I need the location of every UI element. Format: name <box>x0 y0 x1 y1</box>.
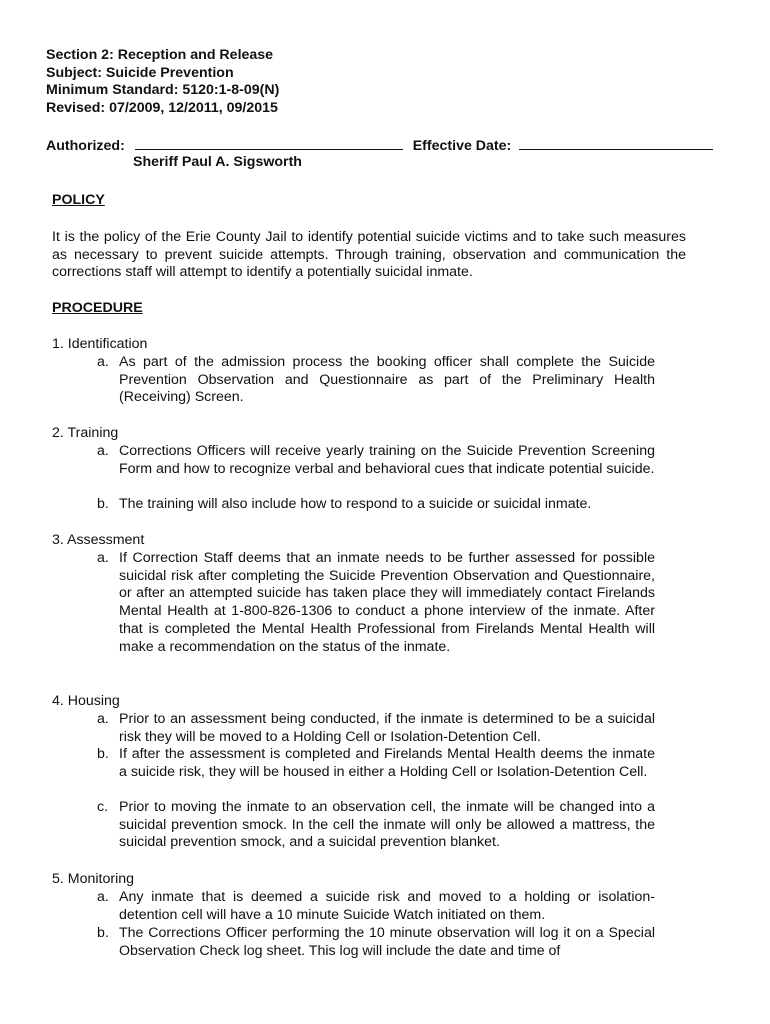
procedure-subitem <box>97 550 655 656</box>
subitem-text: Prior to an assessment being conducted, if the inmate is determined to be a suicidal risk they will be moved to a Holding Cell or Isolation-Detention Cell. <box>119 711 655 745</box>
procedure-subitem <box>97 889 655 924</box>
policy-heading: POLICY <box>52 192 105 208</box>
section-line: Section 2: Reception and Release <box>46 47 274 63</box>
policy-text: It is the policy of the Erie County Jail to identify potential suicide victims and to take such measures as necessary to prevent suicide attempts. Through training, observation and communication the corrections staff will attempt to identify a potentially suicidal inmate. <box>52 229 686 281</box>
document-header <box>46 47 279 117</box>
procedure-subitem <box>97 443 655 478</box>
procedure-item-monitoring: 5. Monitoring <box>52 871 135 887</box>
subitem-text: The Corrections Officer performing the 10 minute observation will log it on a Special Observation Check log sheet. This log will include the date and time of <box>119 925 655 959</box>
procedure-item-assessment: 3. Assessment <box>52 532 145 548</box>
procedure-subitem <box>97 711 655 746</box>
subitem-letter: b. <box>97 746 109 762</box>
procedure-heading: PROCEDURE <box>52 300 143 316</box>
revised-line: Revised: 07/2009, 12/2011, 09/2015 <box>46 99 278 116</box>
subitem-text: Prior to moving the inmate to an observation cell, the inmate will be changed into a suicidal prevention smock. In the cell the inmate will only be allowed a mattress, the suicidal prevention smock, and a suicidal prevention blanket. <box>119 799 655 851</box>
subitem-text: Any inmate that is deemed a suicide risk and moved to a holding or isolation-detention cell will have a 10 minute Suicide Watch initiated on them. <box>119 889 655 923</box>
procedure-subitem <box>97 354 655 407</box>
subitem-letter: b. <box>97 925 109 941</box>
authorization-row <box>46 136 713 156</box>
procedure-subitem <box>97 925 655 960</box>
subitem-letter: c. <box>97 799 109 815</box>
subitem-letter: a. <box>97 550 109 566</box>
subitem-text: The training will also include how to respond to a suicide or suicidal inmate. <box>119 496 592 512</box>
authorized-label: Authorized: <box>46 138 125 154</box>
procedure-item-housing: 4. Housing <box>52 693 120 709</box>
subitem-letter: a. <box>97 889 109 905</box>
procedure-item-training: 2. Training <box>52 425 119 441</box>
effective-date-label: Effective Date: <box>412 138 512 154</box>
procedure-item-identification: 1. Identification <box>52 336 148 352</box>
subitem-letter: a. <box>97 354 109 370</box>
authorized-signature-line <box>135 136 403 150</box>
subitem-text: As part of the admission process the booking officer shall complete the Suicide Prevention Observation and Questionnaire as part of the Preliminary Health (Receiving) Screen. <box>119 354 655 406</box>
procedure-subitem <box>97 496 655 514</box>
subitem-letter: a. <box>97 443 109 459</box>
subitem-letter: b. <box>97 496 109 512</box>
signatory-name: Sheriff Paul A. Sigsworth <box>133 154 302 170</box>
procedure-subitem <box>97 799 655 852</box>
procedure-subitem <box>97 746 655 781</box>
standard-line: Minimum Standard: 5120:1-8-09(N) <box>46 82 280 98</box>
subitem-letter: a. <box>97 711 109 727</box>
subject-line: Subject: Suicide Prevention <box>46 64 234 81</box>
subitem-text: If after the assessment is completed and Firelands Mental Health deems the inmate a suicide risk, they will be housed in either a Holding Cell or Isolation-Detention Cell. <box>119 746 655 780</box>
effective-date-line <box>519 136 713 150</box>
subitem-text: Corrections Officers will receive yearly training on the Suicide Prevention Screening Form and how to recognize verbal and behavioral cues that indicate potential suicide. <box>119 443 655 477</box>
subitem-text: If Correction Staff deems that an inmate needs to be further assessed for possible suicidal risk after completing the Suicide Prevention Observation and Questionnaire, or after an attempted suicide has taken place they will immediately contact Firelands Mental Health at 1-800-826-1306 to conduct a phone interview of the inmate. After that is completed the Mental Health Professional from Firelands Mental Health will make a recommendation on the status of the inmate. <box>119 550 655 655</box>
